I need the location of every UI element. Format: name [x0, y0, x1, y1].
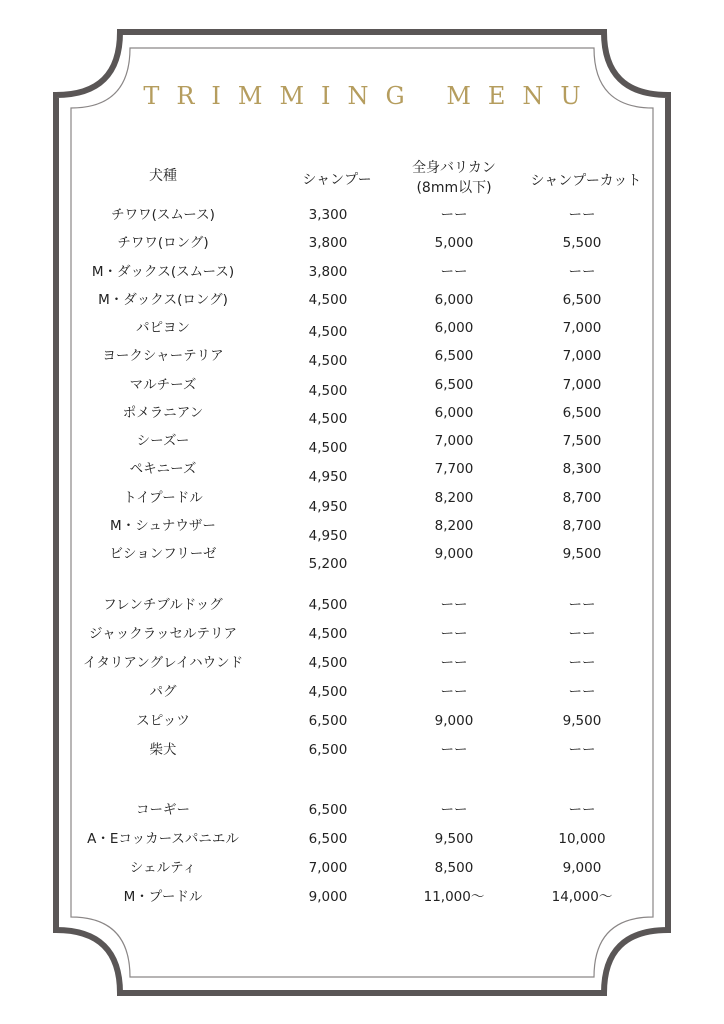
shampoo-price: 3,300: [308, 207, 348, 223]
breed-cell: マルチーズ: [129, 377, 197, 393]
shampoo-cut-price: ーー: [568, 626, 596, 642]
breed-cell: トイプードル: [123, 490, 203, 506]
breed-cell: ヨークシャーテリア: [102, 348, 224, 364]
shampoo-cut-price: 8,700: [562, 518, 602, 534]
shampoo-price: 4,950: [308, 499, 348, 515]
clipper-price: ーー: [440, 684, 468, 700]
breed-cell: シーズー: [136, 433, 190, 449]
shampoo-cut-price: 7,000: [562, 348, 602, 364]
shampoo-price: 6,500: [308, 831, 348, 847]
shampoo-price: 4,500: [308, 626, 348, 642]
clipper-price: 5,000: [434, 235, 474, 251]
shampoo-price: 4,950: [308, 469, 348, 485]
shampoo-cut-price: 9,000: [562, 860, 602, 876]
breed-cell: パピヨン: [136, 320, 190, 336]
shampoo-cut-price: ーー: [568, 742, 596, 758]
clipper-price: 9,000: [434, 546, 474, 562]
clipper-price: 9,500: [434, 831, 474, 847]
breed-cell: チワワ(スムース): [111, 207, 215, 223]
clipper-price: 6,000: [434, 320, 474, 336]
shampoo-cut-price: 6,500: [562, 405, 602, 421]
clipper-price: 7,000: [434, 433, 474, 449]
menu-title: TRIMMING MENU: [143, 82, 598, 110]
clipper-price: 8,500: [434, 860, 474, 876]
breed-cell: フレンチブルドッグ: [103, 597, 223, 613]
breed-cell: イタリアングレイハウンド: [82, 655, 244, 671]
breed-cell: ポメラニアン: [122, 405, 204, 421]
clipper-price: 8,200: [434, 518, 474, 534]
shampoo-price: 4,950: [308, 528, 348, 544]
shampoo-price: 3,800: [308, 235, 348, 251]
shampoo-price: 4,500: [308, 411, 348, 427]
shampoo-price: 9,000: [308, 889, 348, 905]
shampoo-cut-price: 14,000〜: [551, 889, 613, 905]
breed-cell: ジャックラッセルテリア: [89, 626, 237, 642]
shampoo-price: 5,200: [308, 556, 348, 572]
shampoo-price: 4,500: [308, 324, 348, 340]
clipper-price: 11,000〜: [423, 889, 485, 905]
header-clipper-note: (8mm以下): [416, 180, 492, 196]
shampoo-price: 4,500: [308, 597, 348, 613]
shampoo-cut-price: 7,000: [562, 320, 602, 336]
shampoo-price: 4,500: [308, 383, 348, 399]
shampoo-cut-price: ーー: [568, 802, 596, 818]
breed-cell: M・プードル: [123, 889, 203, 905]
clipper-price: 7,700: [434, 461, 474, 477]
shampoo-cut-price: ーー: [568, 684, 596, 700]
clipper-price: ーー: [440, 207, 468, 223]
clipper-price: 6,500: [434, 348, 474, 364]
breed-cell: A・Eコッカースパニエル: [87, 831, 239, 847]
breed-cell: パグ: [149, 684, 177, 700]
breed-cell: ビションフリーゼ: [109, 546, 217, 562]
shampoo-price: 4,500: [308, 353, 348, 369]
shampoo-price: 6,500: [308, 742, 348, 758]
breed-cell: M・シュナウザー: [110, 518, 216, 534]
clipper-price: 8,200: [434, 490, 474, 506]
shampoo-price: 4,500: [308, 655, 348, 671]
shampoo-cut-price: 9,500: [562, 546, 602, 562]
clipper-price: 6,000: [434, 405, 474, 421]
shampoo-cut-price: 7,000: [562, 377, 602, 393]
breed-cell: M・ダックス(ロング): [98, 292, 228, 308]
clipper-price: ーー: [440, 626, 468, 642]
shampoo-cut-price: 10,000: [558, 831, 606, 847]
clipper-price: ーー: [440, 742, 468, 758]
clipper-price: ーー: [440, 264, 468, 280]
shampoo-cut-price: ーー: [568, 264, 596, 280]
shampoo-price: 3,800: [308, 264, 348, 280]
header-clipper: 全身バリカン: [412, 160, 496, 176]
shampoo-cut-price: 5,500: [562, 235, 602, 251]
shampoo-cut-price: 7,500: [562, 433, 602, 449]
shampoo-cut-price: 8,700: [562, 490, 602, 506]
shampoo-price: 4,500: [308, 684, 348, 700]
shampoo-price: 4,500: [308, 440, 348, 456]
breed-cell: チワワ(ロング): [117, 235, 209, 251]
breed-cell: ペキニーズ: [129, 461, 197, 477]
clipper-price: 6,500: [434, 377, 474, 393]
shampoo-price: 4,500: [308, 292, 348, 308]
header-shampoo: シャンプー: [302, 172, 372, 188]
shampoo-cut-price: 6,500: [562, 292, 602, 308]
shampoo-cut-price: ーー: [568, 655, 596, 671]
shampoo-cut-price: 8,300: [562, 461, 602, 477]
clipper-price: ーー: [440, 655, 468, 671]
breed-cell: シェルティ: [129, 860, 197, 876]
shampoo-cut-price: 9,500: [562, 713, 602, 729]
shampoo-cut-price: ーー: [568, 207, 596, 223]
clipper-price: ーー: [440, 597, 468, 613]
header-breed: 犬種: [149, 168, 177, 184]
clipper-price: ーー: [440, 802, 468, 818]
breed-cell: 柴犬: [149, 742, 177, 758]
clipper-price: 9,000: [434, 713, 474, 729]
breed-cell: コーギー: [136, 802, 190, 818]
shampoo-price: 6,500: [308, 802, 348, 818]
shampoo-cut-price: ーー: [568, 597, 596, 613]
shampoo-price: 6,500: [308, 713, 348, 729]
breed-cell: M・ダックス(スムース): [91, 264, 235, 280]
header-shampoo-cut: シャンプーカット: [530, 173, 642, 189]
clipper-price: 6,000: [434, 292, 474, 308]
shampoo-price: 7,000: [308, 860, 348, 876]
breed-cell: スピッツ: [136, 713, 190, 729]
